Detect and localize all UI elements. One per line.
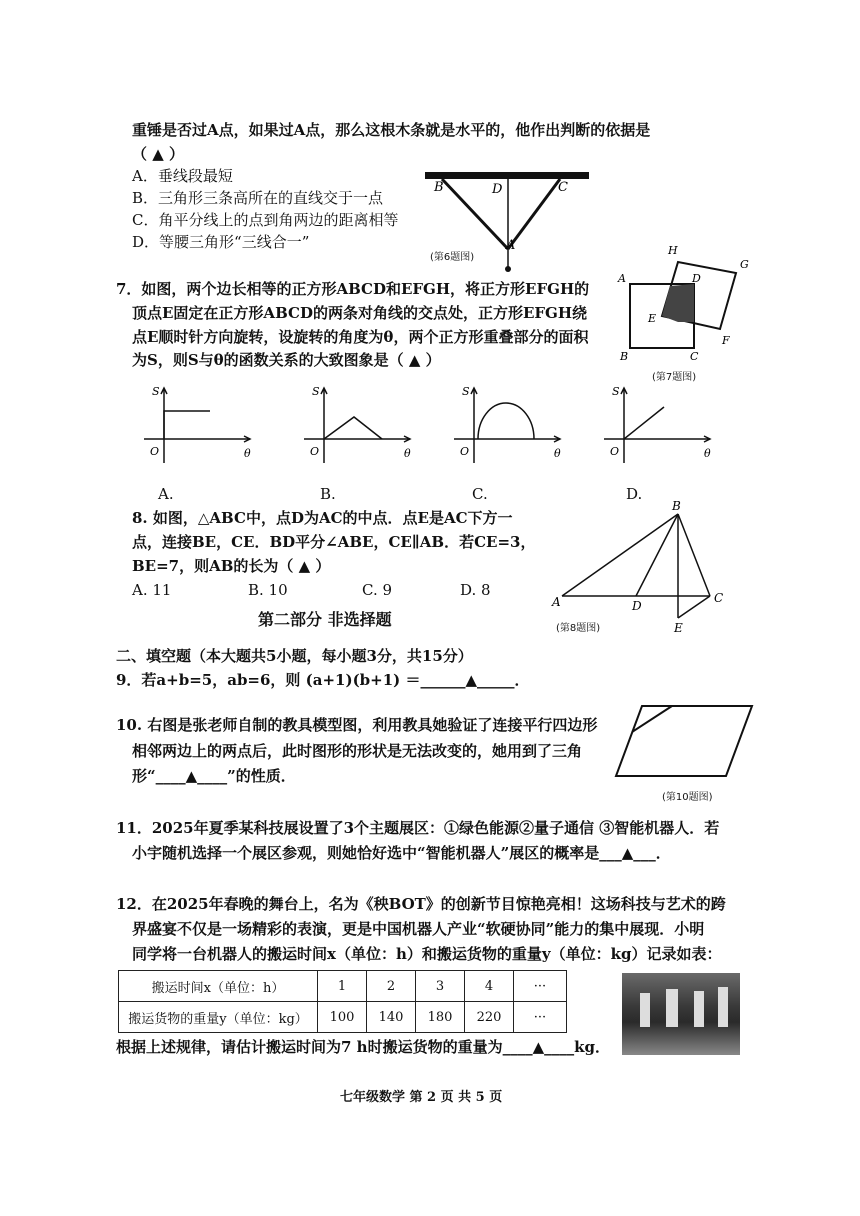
q7-option-c: C. bbox=[472, 485, 488, 503]
q7-label-h: H bbox=[668, 244, 678, 257]
q12-line1: 12．在2025年春晚的舞台上，名为《秧BOT》的创新节目惊艳亮相！这场科技与艺术的跨 bbox=[116, 895, 726, 913]
q6-label-d: D bbox=[492, 182, 503, 197]
q7-graph-c bbox=[450, 385, 565, 465]
q6-blank: （ ▲ ） bbox=[132, 145, 184, 163]
table-cell: 1 bbox=[318, 971, 367, 1002]
table-cell: ··· bbox=[514, 971, 567, 1002]
q8-option-b: B. 10 bbox=[248, 581, 288, 599]
q8-option-a: A. 11 bbox=[132, 581, 172, 599]
q7-caption: (第7题图) bbox=[652, 372, 697, 383]
part2-title: 第二部分 非选择题 bbox=[258, 610, 392, 629]
q7-graph-d-s: S bbox=[612, 385, 620, 398]
table-cell: 3 bbox=[416, 971, 465, 1002]
q7-graph-b bbox=[300, 385, 415, 465]
q8-label-e: E bbox=[674, 621, 683, 635]
q8-option-d: D. 8 bbox=[460, 581, 491, 599]
table-row bbox=[119, 1002, 567, 1033]
q7-graph-d-o: O bbox=[610, 445, 620, 458]
q8-label-c: C bbox=[714, 591, 724, 605]
table-cell: 4 bbox=[465, 971, 514, 1002]
q8-line1: 8. 如图，△ABC中，点D为AC的中点．点E是AC下方一 bbox=[132, 509, 513, 527]
q12-last-line: 根据上述规律，请估计搬运时间为7 h时搬运货物的重量为____▲____kg． bbox=[116, 1038, 610, 1056]
q8-option-c: C. 9 bbox=[362, 581, 393, 599]
q7-label-e: E bbox=[648, 312, 657, 325]
q7-label-b: B bbox=[620, 350, 629, 363]
q7-label-f: F bbox=[722, 334, 730, 347]
robot-performance-photo bbox=[622, 973, 740, 1055]
q7-label-g: G bbox=[740, 258, 749, 271]
q7-label-d: D bbox=[692, 272, 701, 285]
q7-graph-d bbox=[600, 385, 715, 465]
q8-line2: 点，连接BE，CE．BD平分∠ABE，CE∥AB．若CE=3， bbox=[132, 533, 536, 551]
q6-option-d: D．等腰三角形“三线合一” bbox=[132, 233, 310, 251]
q6-option-b: B．三角形三条高所在的直线交于一点 bbox=[132, 189, 384, 207]
q7-graph-a-o: O bbox=[150, 445, 160, 458]
section2-heading: 二、填空题（本大题共5小题，每小题3分，共15分） bbox=[116, 647, 473, 665]
q7-figure bbox=[612, 240, 762, 370]
q8-figure bbox=[548, 500, 748, 635]
table-header-weight: 搬运货物的重量y（单位：kg） bbox=[119, 1002, 318, 1033]
q7-option-b: B. bbox=[320, 485, 336, 503]
q8-label-d: D bbox=[632, 599, 642, 613]
q10-line1: 10. 右图是张老师自制的教具模型图，利用教具她验证了连接平行四边形 bbox=[116, 716, 598, 734]
q8-label-a: A bbox=[552, 595, 561, 609]
table-cell: 100 bbox=[318, 1002, 367, 1033]
q6-label-b: B bbox=[434, 180, 444, 195]
q11-line2: 小宇随机选择一个展区参观，则她恰好选中“智能机器人”展区的概率是___▲___． bbox=[132, 844, 671, 862]
q6-caption: (第6题图) bbox=[430, 252, 475, 263]
q7-graph-b-theta: θ bbox=[404, 447, 411, 460]
q7-line3: 点E顺时针方向旋转，设旋转的角度为θ，两个正方形重叠部分的面积 bbox=[132, 328, 589, 346]
q10-line3: 形“____▲____”的性质． bbox=[132, 767, 296, 785]
q7-graph-c-s: S bbox=[462, 385, 470, 398]
table-row bbox=[119, 971, 567, 1002]
q10-figure bbox=[612, 702, 762, 782]
q8-label-b: B bbox=[672, 499, 681, 513]
q6-text-line1: 重锤是否过A点，如果过A点，那么这根木条就是水平的，他作出判断的依据是 bbox=[132, 121, 651, 139]
q7-graph-a-s: S bbox=[152, 385, 160, 398]
q7-graph-a-theta: θ bbox=[244, 447, 251, 460]
page-footer: 七年级数学 第 2 页 共 5 页 bbox=[340, 1090, 503, 1105]
q7-line1: 7．如图，两个边长相等的正方形ABCD和EFGH，将正方形EFGH的 bbox=[116, 280, 590, 298]
table-header-time: 搬运时间x（单位：h） bbox=[119, 971, 318, 1002]
table-cell: 220 bbox=[465, 1002, 514, 1033]
q7-label-a: A bbox=[618, 272, 626, 285]
q7-graph-c-theta: θ bbox=[554, 447, 561, 460]
q9-text: 9．若a+b=5，ab=6，则 (a+1)(b+1) ＝______▲_____． bbox=[116, 671, 530, 689]
table-cell: ··· bbox=[514, 1002, 567, 1033]
q8-caption: (第8题图) bbox=[556, 623, 601, 634]
q12-line2: 界盛宴不仅是一场精彩的表演，更是中国机器人产业“软硬协同”能力的集中展现．小明 bbox=[132, 920, 705, 938]
q7-line2: 顶点E固定在正方形ABCD的两条对角线的交点处，正方形EFGH绕 bbox=[132, 304, 588, 322]
q7-graph-c-o: O bbox=[460, 445, 470, 458]
q8-line3: BE=7，则AB的长为（ ▲ ） bbox=[132, 557, 331, 575]
table-cell: 2 bbox=[367, 971, 416, 1002]
q6-label-a: A bbox=[506, 238, 516, 253]
q12-data-table bbox=[118, 970, 567, 1033]
q6-option-a: A．垂线段最短 bbox=[132, 167, 233, 185]
q10-caption: (第10题图) bbox=[662, 792, 713, 803]
table-cell: 140 bbox=[367, 1002, 416, 1033]
q7-label-c: C bbox=[690, 350, 699, 363]
q6-option-c: C．角平分线上的点到角两边的距离相等 bbox=[132, 211, 399, 229]
q7-graph-b-o: O bbox=[310, 445, 320, 458]
q7-line4: 为S，则S与θ的函数关系的大致图象是（ ▲ ） bbox=[132, 351, 441, 369]
q6-label-c: C bbox=[558, 180, 568, 195]
q7-graph-d-theta: θ bbox=[704, 447, 711, 460]
q11-line1: 11．2025年夏季某科技展设置了3个主题展区：①绿色能源②量子通信 ③智能机器人．若 bbox=[116, 819, 720, 837]
q7-option-d: D. bbox=[626, 485, 643, 503]
q12-line3: 同学将一台机器人的搬运时间x（单位：h）和搬运货物的重量y（单位：kg）记录如表： bbox=[132, 945, 722, 963]
q7-option-a: A. bbox=[158, 485, 174, 503]
q10-line2: 相邻两边上的两点后，此时图形的形状是无法改变的，她用到了三角 bbox=[132, 742, 583, 760]
table-cell: 180 bbox=[416, 1002, 465, 1033]
q7-graph-b-s: S bbox=[312, 385, 320, 398]
q7-graph-a bbox=[140, 385, 255, 465]
